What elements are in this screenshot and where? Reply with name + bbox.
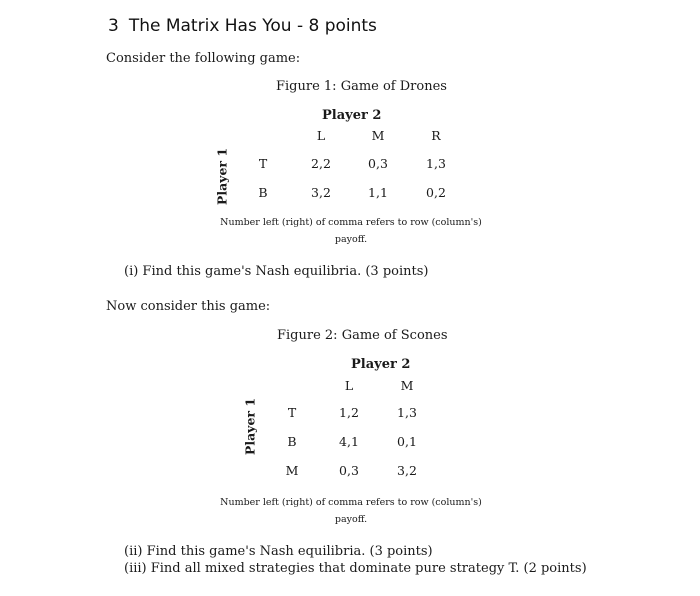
- question-3: (iii) Find all mixed strategies that dominate pure strategy T. (2 points): [124, 561, 587, 576]
- figure-1-caption: Figure 1: Game of Drones: [276, 79, 447, 94]
- figure-2-player2-label: Player 2: [351, 357, 411, 372]
- figure-1-cell: 0,3: [368, 156, 388, 171]
- figure-1-cell: 0,2: [426, 185, 446, 200]
- figure-2-note-line-2: payoff.: [334, 514, 368, 525]
- figure-2-row-header: M: [285, 463, 299, 478]
- figure-2-col-header: L: [344, 378, 354, 393]
- figure-2-note-line-1: Number left (right) of comma refers to row (column's): [220, 497, 482, 508]
- question-2: (ii) Find this game's Nash equilibria. (3 points): [124, 544, 433, 559]
- figure-1-row-header: B: [258, 185, 268, 200]
- figure-1-col-header: M: [371, 128, 385, 143]
- figure-1-col-header: R: [431, 128, 441, 143]
- figure-2-note: [220, 494, 482, 528]
- figure-2-cell: 0,3: [339, 463, 359, 478]
- figure-1-player2-label: Player 2: [322, 108, 382, 123]
- question-1: (i) Find this game's Nash equilibria. (3 points): [124, 264, 429, 279]
- figure-2-caption: Figure 2: Game of Scones: [277, 328, 448, 343]
- figure-2-col-header: M: [400, 378, 414, 393]
- figure-1-col-header: L: [316, 128, 326, 143]
- figure-2-row-header: T: [287, 405, 297, 420]
- figure-1-cell: 2,2: [311, 156, 331, 171]
- figure-1-cell: 1,1: [368, 185, 388, 200]
- intro-text: Consider the following game:: [106, 51, 301, 66]
- figure-2-cell: 3,2: [397, 463, 417, 478]
- figure-1-cell: 3,2: [311, 185, 331, 200]
- figure-2-cell: 4,1: [339, 434, 359, 449]
- figure-1-cell: 1,3: [426, 156, 446, 171]
- section-title: The Matrix Has You - 8 points: [128, 16, 377, 36]
- figure-1-note-line-1: Number left (right) of comma refers to row (column's): [220, 217, 482, 228]
- figure-2-row-header: B: [287, 434, 297, 449]
- figure-2-player1-label: Player 1: [242, 397, 258, 456]
- section-number: 3: [108, 16, 119, 36]
- transition-text: Now consider this game:: [106, 299, 271, 314]
- figure-2-cell: 0,1: [397, 434, 417, 449]
- figure-1-row-header: T: [258, 156, 268, 171]
- figure-1-player1-label: Player 1: [214, 147, 230, 206]
- figure-1-note: [220, 214, 482, 248]
- figure-2-cell: 1,3: [397, 405, 417, 420]
- section-heading: [108, 16, 377, 36]
- figure-1-note-line-2: payoff.: [334, 234, 368, 245]
- figure-2-cell: 1,2: [339, 405, 359, 420]
